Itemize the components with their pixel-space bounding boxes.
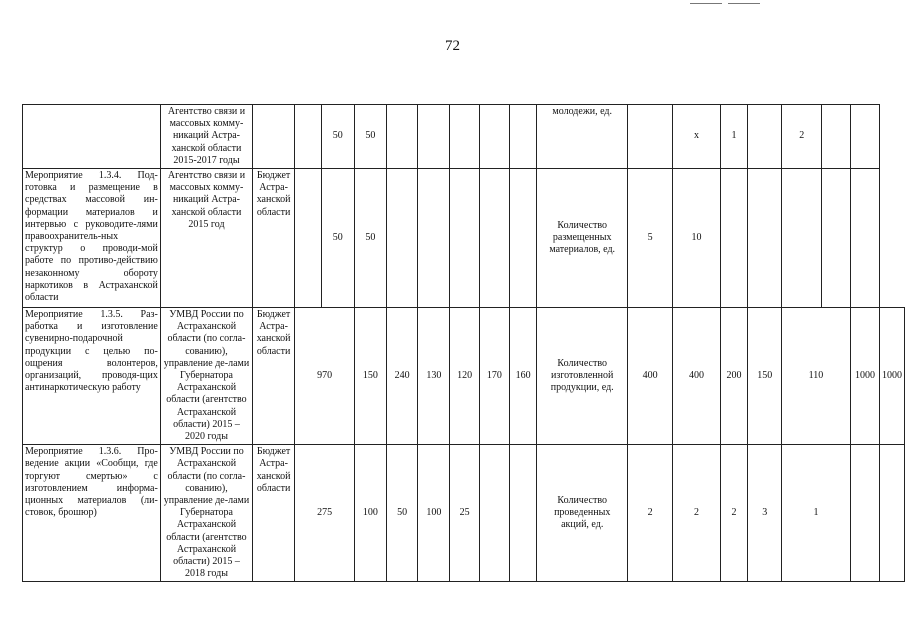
target-cell	[748, 105, 782, 169]
target-cell	[748, 169, 782, 308]
target-cell	[782, 169, 822, 308]
target-cell: 2	[673, 445, 720, 582]
target-cell	[822, 169, 850, 308]
finance-cell: 50	[386, 445, 418, 582]
finance-cell: 50	[321, 169, 355, 308]
target-cell	[850, 105, 879, 169]
finance-cell	[418, 169, 450, 308]
indicator-cell: молодежи, ед.	[537, 105, 627, 169]
finance-cell	[295, 169, 321, 308]
target-cell	[850, 445, 879, 582]
action-cell: Мероприятие 1.3.6. Про-ведение акции «Сообщи, где торгуют смертью» с изготовлением информа-ционных материалов (ли-стовок, брошюр)	[23, 445, 161, 582]
finance-cell: 240	[386, 308, 418, 445]
executor-cell: Агентство связи и массовых комму-никаций Астра-ханской области 2015 год	[160, 169, 252, 308]
target-cell: 400	[673, 308, 720, 445]
finance-cell	[479, 445, 509, 582]
table-row	[23, 169, 905, 308]
source-cell: Бюджет Астра-ханской области	[253, 308, 295, 445]
finance-cell	[450, 169, 480, 308]
source-cell	[253, 105, 295, 169]
target-cell: 1000	[880, 308, 905, 445]
finance-cell	[386, 105, 418, 169]
finance-cell: 170	[479, 308, 509, 445]
indicator-cell: Количество изготовленной продукции, ед.	[537, 308, 627, 445]
page-number: 72	[445, 38, 460, 54]
finance-cell: 130	[418, 308, 450, 445]
finance-cell	[479, 105, 509, 169]
executor-cell: УМВД России по Астраханской области (по согла-сованию), управление де-лами Губернатора Астраханской области (агентство Астраханской области) 2015 – 2018 годы	[160, 445, 252, 582]
finance-cell	[295, 105, 321, 169]
finance-cell: 50	[321, 105, 355, 169]
finance-cell	[418, 105, 450, 169]
scan-mark	[690, 3, 722, 4]
finance-cell	[509, 105, 537, 169]
table-row	[23, 105, 905, 169]
source-cell: Бюджет Астра-ханской области	[253, 169, 295, 308]
finance-cell: 150	[355, 308, 387, 445]
finance-cell	[386, 169, 418, 308]
finance-cell	[479, 169, 509, 308]
table-row	[23, 308, 905, 445]
target-cell	[850, 169, 879, 308]
executor-cell: Агентство связи и массовых комму-никаций Астра-ханской области 2015-2017 годы	[160, 105, 252, 169]
target-cell	[880, 445, 905, 582]
finance-cell: 120	[450, 308, 480, 445]
target-cell: 150	[748, 308, 782, 445]
target-cell: 200	[720, 308, 748, 445]
target-cell: 2	[782, 105, 822, 169]
target-cell: 2	[627, 445, 672, 582]
finance-cell: 50	[355, 105, 387, 169]
target-cell: 1	[720, 105, 748, 169]
target-cell: 10	[673, 169, 720, 308]
target-cell: 5	[627, 169, 672, 308]
indicator-cell: Количество проведенных акций, ед.	[537, 445, 627, 582]
target-cell: 1000	[850, 308, 879, 445]
target-cell: 1	[782, 445, 851, 582]
finance-total-cell: 275	[295, 445, 355, 582]
source-cell: Бюджет Астра-ханской области	[253, 445, 295, 582]
table-row	[23, 445, 905, 582]
action-cell: Мероприятие 1.3.5. Раз-работка и изготовление сувенирно-подарочной продукции с целью по-ощрения волонтеров, организаций, проводя-щих антинаркотическую работу	[23, 308, 161, 445]
finance-cell: 25	[450, 445, 480, 582]
target-cell: 400	[627, 308, 672, 445]
action-cell: Мероприятие 1.3.4. Под-готовка и размещение в средствах массовой ин-формации материалов и интервью с руководите-лями правоохранитель-ных структур о проводи-мой работе по противо-действию незаконному обороту наркотиков в Астраханской области	[23, 169, 161, 308]
finance-cell: 100	[355, 445, 387, 582]
target-cell: х	[673, 105, 720, 169]
finance-total-cell: 970	[295, 308, 355, 445]
finance-cell: 160	[509, 308, 537, 445]
finance-cell	[509, 169, 537, 308]
finance-cell: 100	[418, 445, 450, 582]
target-cell	[720, 169, 748, 308]
executor-cell: УМВД России по Астраханской области (по согла-сованию), управление де-лами Губернатора Астраханской области (агентство Астраханской области) 2015 – 2020 годы	[160, 308, 252, 445]
target-cell: 2	[720, 445, 748, 582]
program-table	[22, 104, 905, 582]
target-cell: 3	[748, 445, 782, 582]
action-cell	[23, 105, 161, 169]
target-cell: 110	[782, 308, 851, 445]
target-cell	[627, 105, 672, 169]
indicator-cell: Количество размещенных материалов, ед.	[537, 169, 627, 308]
target-cell	[822, 105, 850, 169]
finance-cell	[450, 105, 480, 169]
scan-mark	[728, 3, 760, 4]
finance-cell	[509, 445, 537, 582]
finance-cell: 50	[355, 169, 387, 308]
